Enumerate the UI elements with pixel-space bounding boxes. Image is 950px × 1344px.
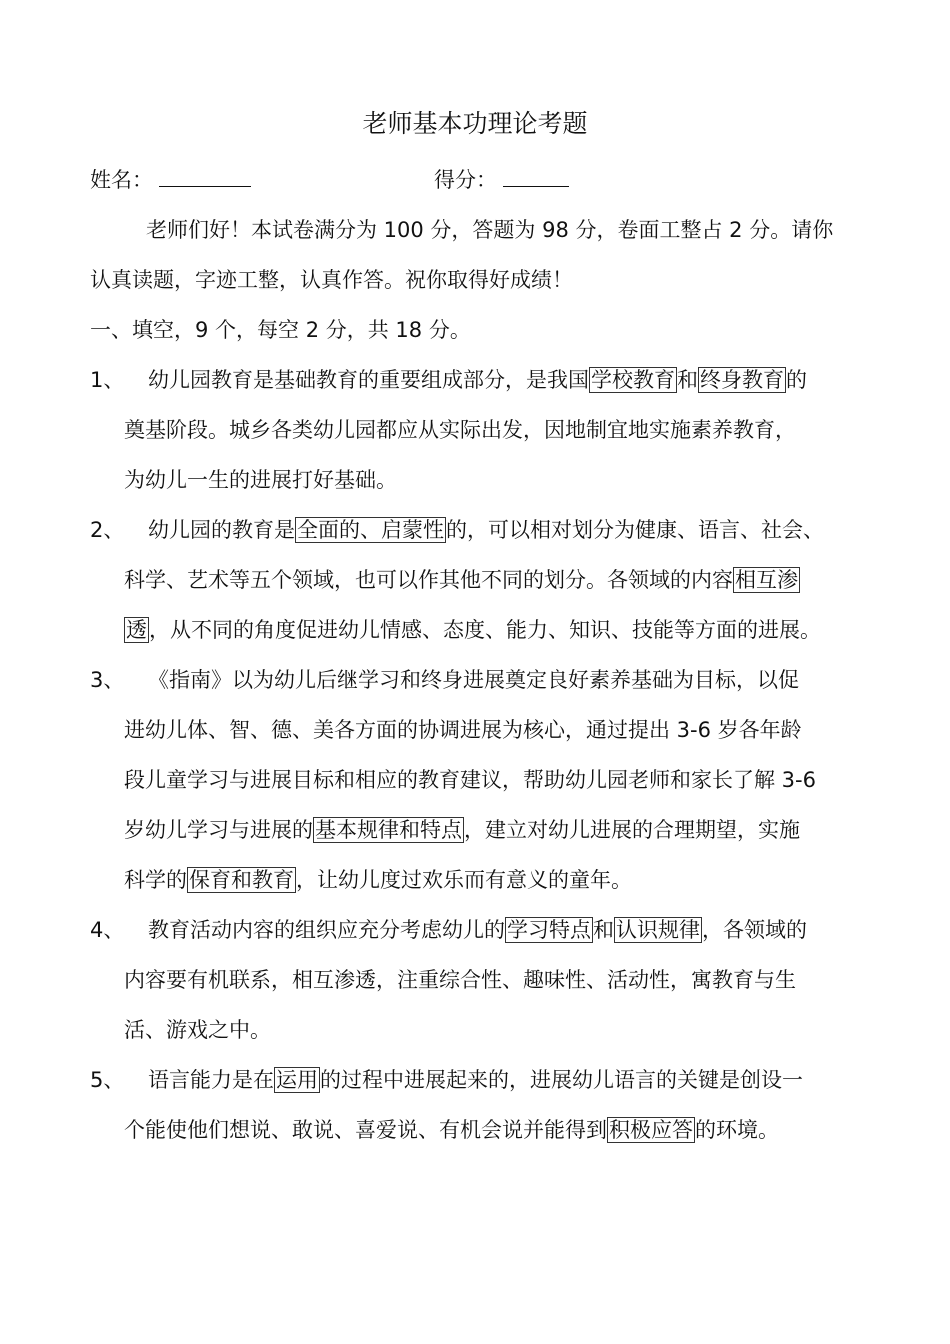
score-row	[434, 160, 569, 200]
answer-box: 全面的、启蒙性	[297, 518, 444, 542]
question-3-line-3: 段儿童学习与进展目标和相应的教育建议，帮助幼儿园老师和家长了解 3-6	[124, 768, 816, 792]
answer-box: 学校教育	[591, 368, 675, 392]
score-label: 得分：	[434, 168, 497, 192]
section-heading: 一、填空，9 个，每空 2 分，共 18 分。	[90, 318, 471, 342]
question-3-line-4: 岁幼儿学习与进展的基本规律和特点，建立对幼儿进展的合理期望，实施	[124, 818, 800, 842]
intro-line-1: 老师们好！本试卷满分为 100 分，答题为 98 分，卷面工整占 2 分。请你	[146, 218, 834, 242]
question-number: 2、	[90, 518, 125, 542]
answer-box: 透	[126, 618, 147, 642]
question-2-line-2: 科学、艺术等五个领域，也可以作其他不同的划分。各领域的内容相互渗	[124, 568, 798, 592]
name-label: 姓名：	[90, 168, 153, 192]
name-score-row	[90, 160, 251, 200]
question-4-line-3: 活、游戏之中。	[124, 1018, 271, 1042]
question-number: 3、	[90, 668, 125, 692]
page-title: 老师基本功理论考题	[362, 109, 588, 138]
answer-box: 认识规律	[616, 918, 700, 942]
question-number: 1、	[90, 368, 125, 392]
answer-box: 保育和教育	[189, 868, 294, 892]
question-3-line-5: 科学的保育和教育，让幼儿度过欢乐而有意义的童年。	[124, 868, 632, 892]
question-2-line-1: 2、 幼儿园的教育是全面的、启蒙性的，可以相对划分为健康、语言、社会、	[90, 510, 824, 550]
answer-box: 基本规律和特点	[315, 818, 462, 842]
question-4-line-1: 4、 教育活动内容的组织应充分考虑幼儿的学习特点和认识规律，各领域的	[90, 910, 807, 950]
intro-line-2: 认真读题，字迹工整，认真作答。祝你取得好成绩！	[90, 268, 573, 292]
question-number: 4、	[90, 918, 125, 942]
question-1-line-3: 为幼儿一生的进展打好基础。	[124, 468, 397, 492]
answer-box: 相互渗	[735, 568, 798, 592]
question-3-line-2: 进幼儿体、智、德、美各方面的协调进展为核心，通过提出 3-6 岁各年龄	[124, 718, 802, 742]
answer-box: 运用	[276, 1068, 318, 1092]
question-3-line-1: 3、 《指南》以为幼儿后继学习和终身进展奠定良好素养基础为目标，以促	[90, 660, 799, 700]
question-1-line-2: 奠基阶段。城乡各类幼儿园都应从实际出发，因地制宜地实施素养教育，	[124, 418, 796, 442]
score-blank[interactable]	[503, 162, 569, 187]
name-blank[interactable]	[159, 162, 251, 187]
answer-box: 学习特点	[507, 918, 591, 942]
question-5-line-1: 5、 语言能力是在运用的过程中进展起来的，进展幼儿语言的关键是创设一	[90, 1060, 803, 1100]
question-number: 5、	[90, 1068, 125, 1092]
answer-box: 积极应答	[609, 1118, 693, 1142]
question-4-line-2: 内容要有机联系，相互渗透，注重综合性、趣味性、活动性，寓教育与生	[124, 968, 796, 992]
question-5-line-2: 个能使他们想说、敢说、喜爱说、有机会说并能得到积极应答的环境。	[124, 1118, 779, 1142]
question-1-line-1: 1、 幼儿园教育是基础教育的重要组成部分，是我国学校教育和终身教育的	[90, 360, 807, 400]
answer-box: 终身教育	[700, 368, 784, 392]
question-2-line-3: 透，从不同的角度促进幼儿情感、态度、能力、知识、技能等方面的进展。	[126, 618, 821, 642]
